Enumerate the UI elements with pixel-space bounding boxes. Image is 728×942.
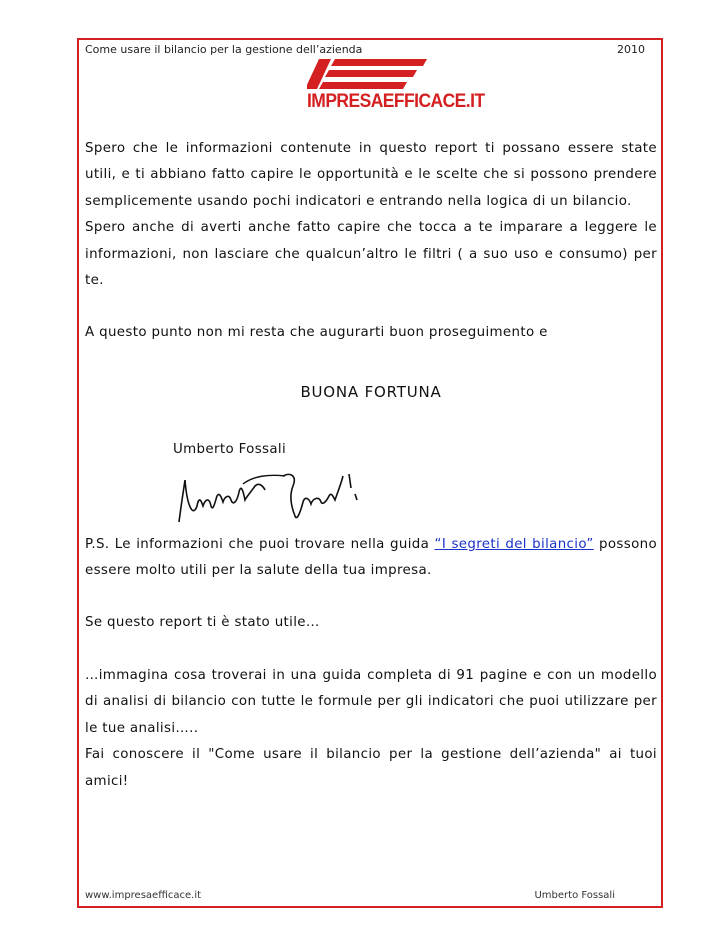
- ps-suffix: possono essere molto utili per la salute della tua impresa.: [85, 536, 657, 579]
- ps-paragraph: [85, 532, 657, 585]
- footer-website[interactable]: www.impresaefficace.it: [85, 890, 202, 901]
- main-content: [85, 136, 657, 795]
- paragraph-6: Fai conoscere il "Come usare il bilancio per la gestione dell’azienda" ai tuoi amici!: [85, 747, 657, 789]
- page-footer: [85, 890, 615, 901]
- impresa-efficace-logo-icon: [307, 59, 447, 91]
- paragraph-2: Spero anche di averti anche fatto capire che tocca a te imparare a leggere le informazioni, non lasciare che qualcun’altro le filtri ( a suo uso e consumo) per te.: [85, 220, 657, 289]
- header-year: 2010: [617, 43, 645, 56]
- paragraph-5: …immagina cosa troverai in una guida completa di 91 pagine e con un modello di analisi di bilancio con tutte le formule per gli indicatori che puoi utilizzare per le tue analisi…..: [85, 667, 657, 736]
- closing-title: BUONA FORTUNA: [300, 382, 442, 401]
- guide-link[interactable]: “I segreti del bilancio”: [434, 536, 594, 552]
- page-header: [85, 43, 645, 56]
- ps-prefix: P.S. Le informazioni che puoi trovare nella guida: [85, 536, 435, 552]
- author-name: Umberto Fossali: [173, 442, 287, 458]
- header-title: Come usare il bilancio per la gestione dell’azienda: [85, 43, 363, 56]
- signature: [85, 464, 657, 532]
- paragraph-4: Se questo report ti è stato utile…: [85, 615, 320, 631]
- footer-author: Umberto Fossali: [534, 890, 615, 901]
- page-frame: [77, 38, 663, 908]
- paragraph-1: Spero che le informazioni contenute in questo report ti possano essere state utili, e ti abbiano fatto capire le opportunità e le scelte che si possono prendere semplicemente usando pochi indicatori e entrando nella logica di un bilancio.: [85, 141, 657, 209]
- paragraph-3: A questo punto non mi resta che augurarti buon proseguimento e: [85, 325, 548, 341]
- signature-icon: [173, 466, 373, 530]
- logo: [307, 59, 485, 115]
- logo-text: IMPRESAEFFICACE.IT: [307, 91, 485, 112]
